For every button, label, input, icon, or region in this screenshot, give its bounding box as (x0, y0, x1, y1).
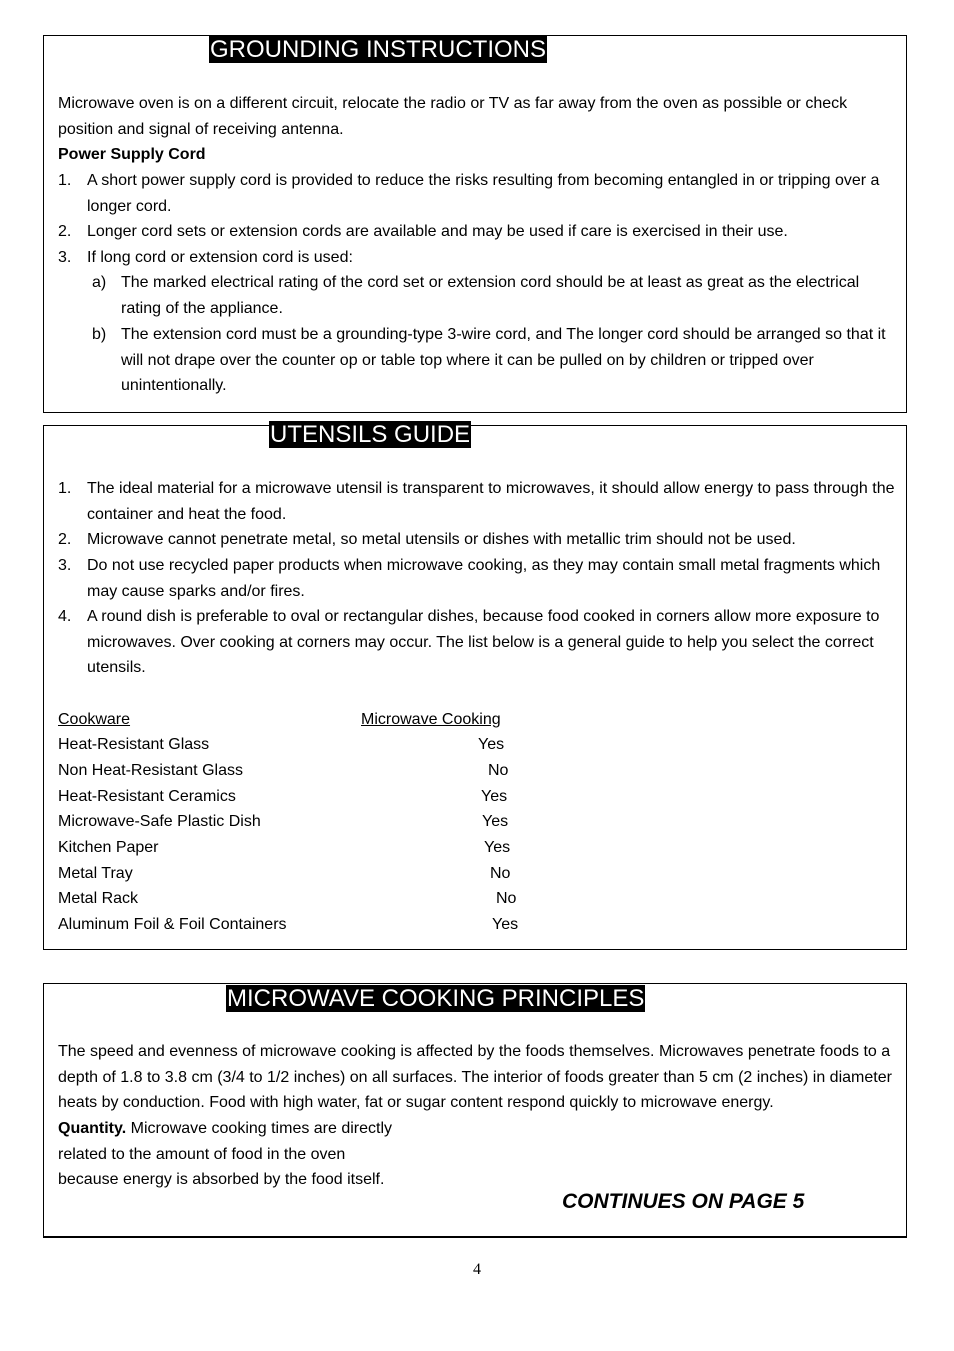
table-row: Heat-Resistant Ceramics Yes (58, 788, 508, 805)
grounding-title: GROUNDING INSTRUCTIONS (210, 36, 546, 63)
microwave-cooking-header: Microwave Cooking (361, 711, 501, 728)
power-cord-heading: Power Supply Cord (58, 146, 206, 163)
table-row: Metal Tray No (58, 865, 511, 882)
cookware-header: Cookware (58, 711, 131, 728)
table-row: Microwave-Safe Plastic Dish Yes (58, 813, 509, 830)
principles-intro: The speed and evenness of microwave cooking is affected by the foods themselves. Microwaves penetrate foods to a depth of 1.8 to 3.8 cm (3/4 to 1/2 inches) on all surfaces. The interior of foods greater than 5 cm (2 inches) in diameter heats by conduction. Food with high water, fat or sugar content respond quickly to microwave energy. (58, 1043, 892, 1112)
quantity-line-2: related to the amount of food in the oven (58, 1146, 346, 1163)
table-row: Heat-Resistant Glass Yes (58, 736, 505, 753)
page-number: 4 (473, 1261, 481, 1278)
table-row: Metal Rack No (58, 890, 517, 907)
grounding-intro: Microwave oven is on a different circuit, relocate the radio or TV as far away from the oven as possible or check position and signal of receiving antenna. (58, 95, 848, 138)
quantity-line-3: because energy is absorbed by the food itself. (58, 1171, 385, 1188)
table-header (58, 707, 538, 733)
quantity-label: Quantity. (58, 1120, 127, 1137)
utensils-section: UTENSILS GUIDE 1. The ideal material for a microwave utensil is transparent to microwaves, it should allow energy to pass through the container and heat the food. 2. Microwave cannot penetrate metal, so metal utensils or dishes with metallic trim should not be used. 3. Do not use recycled paper products when microwave cooking, as they may contain small metal fragments which may cause sparks and/or fires. 4. A round dish is preferable to oval or rectangular dishes, because food cooked in corners allow more exposure to microwaves. Over cooking at corners may occur. The list below is a general guide to help you select the correct utensils. Cookware Microwave Cooking Heat-Resistant Glass Yes Non Heat-Resistant Glass No Heat-Resistant Ceramics Yes Microwave-Safe Plastic Dish Yes Kitchen Paper Yes Metal Tray No Metal Rack No Aluminum Foil & Foil Containers Yes (43, 425, 907, 950)
continues-note: CONTINUES ON PAGE 5 (562, 1190, 805, 1213)
grounding-section: GROUNDING INSTRUCTIONS Microwave oven is on a different circuit, relocate the radio or TV as far away from the oven as possible or check position and signal of receiving antenna. Power Supply Cord 1. A short power supply cord is provided to reduce the risks resulting from becoming entangled in or tripping over a longer cord. 2. Longer cord sets or extension cords are available and may be used if care is exercised in their use. 3. If long cord or extension cord is used: a) The marked electrical rating of the cord set or extension cord should be at least as great as the electrical rating of the appliance. b) The extension cord must be a grounding-type 3-wire cord, and The longer cord should be arranged so that it will not drape over the counter op or table top where it can be pulled on by children or tripped over unintentionally. (43, 35, 907, 413)
quantity-line-1: Quantity. Microwave cooking times are directly (58, 1120, 393, 1137)
utensils-title: UTENSILS GUIDE (270, 421, 471, 448)
principles-section (43, 983, 907, 1238)
table-row: Non Heat-Resistant Glass No (58, 762, 509, 779)
table-row: Kitchen Paper Yes (58, 839, 511, 856)
principles-title: MICROWAVE COOKING PRINCIPLES (227, 985, 645, 1012)
table-row: Aluminum Foil & Foil Containers Yes (58, 916, 519, 933)
